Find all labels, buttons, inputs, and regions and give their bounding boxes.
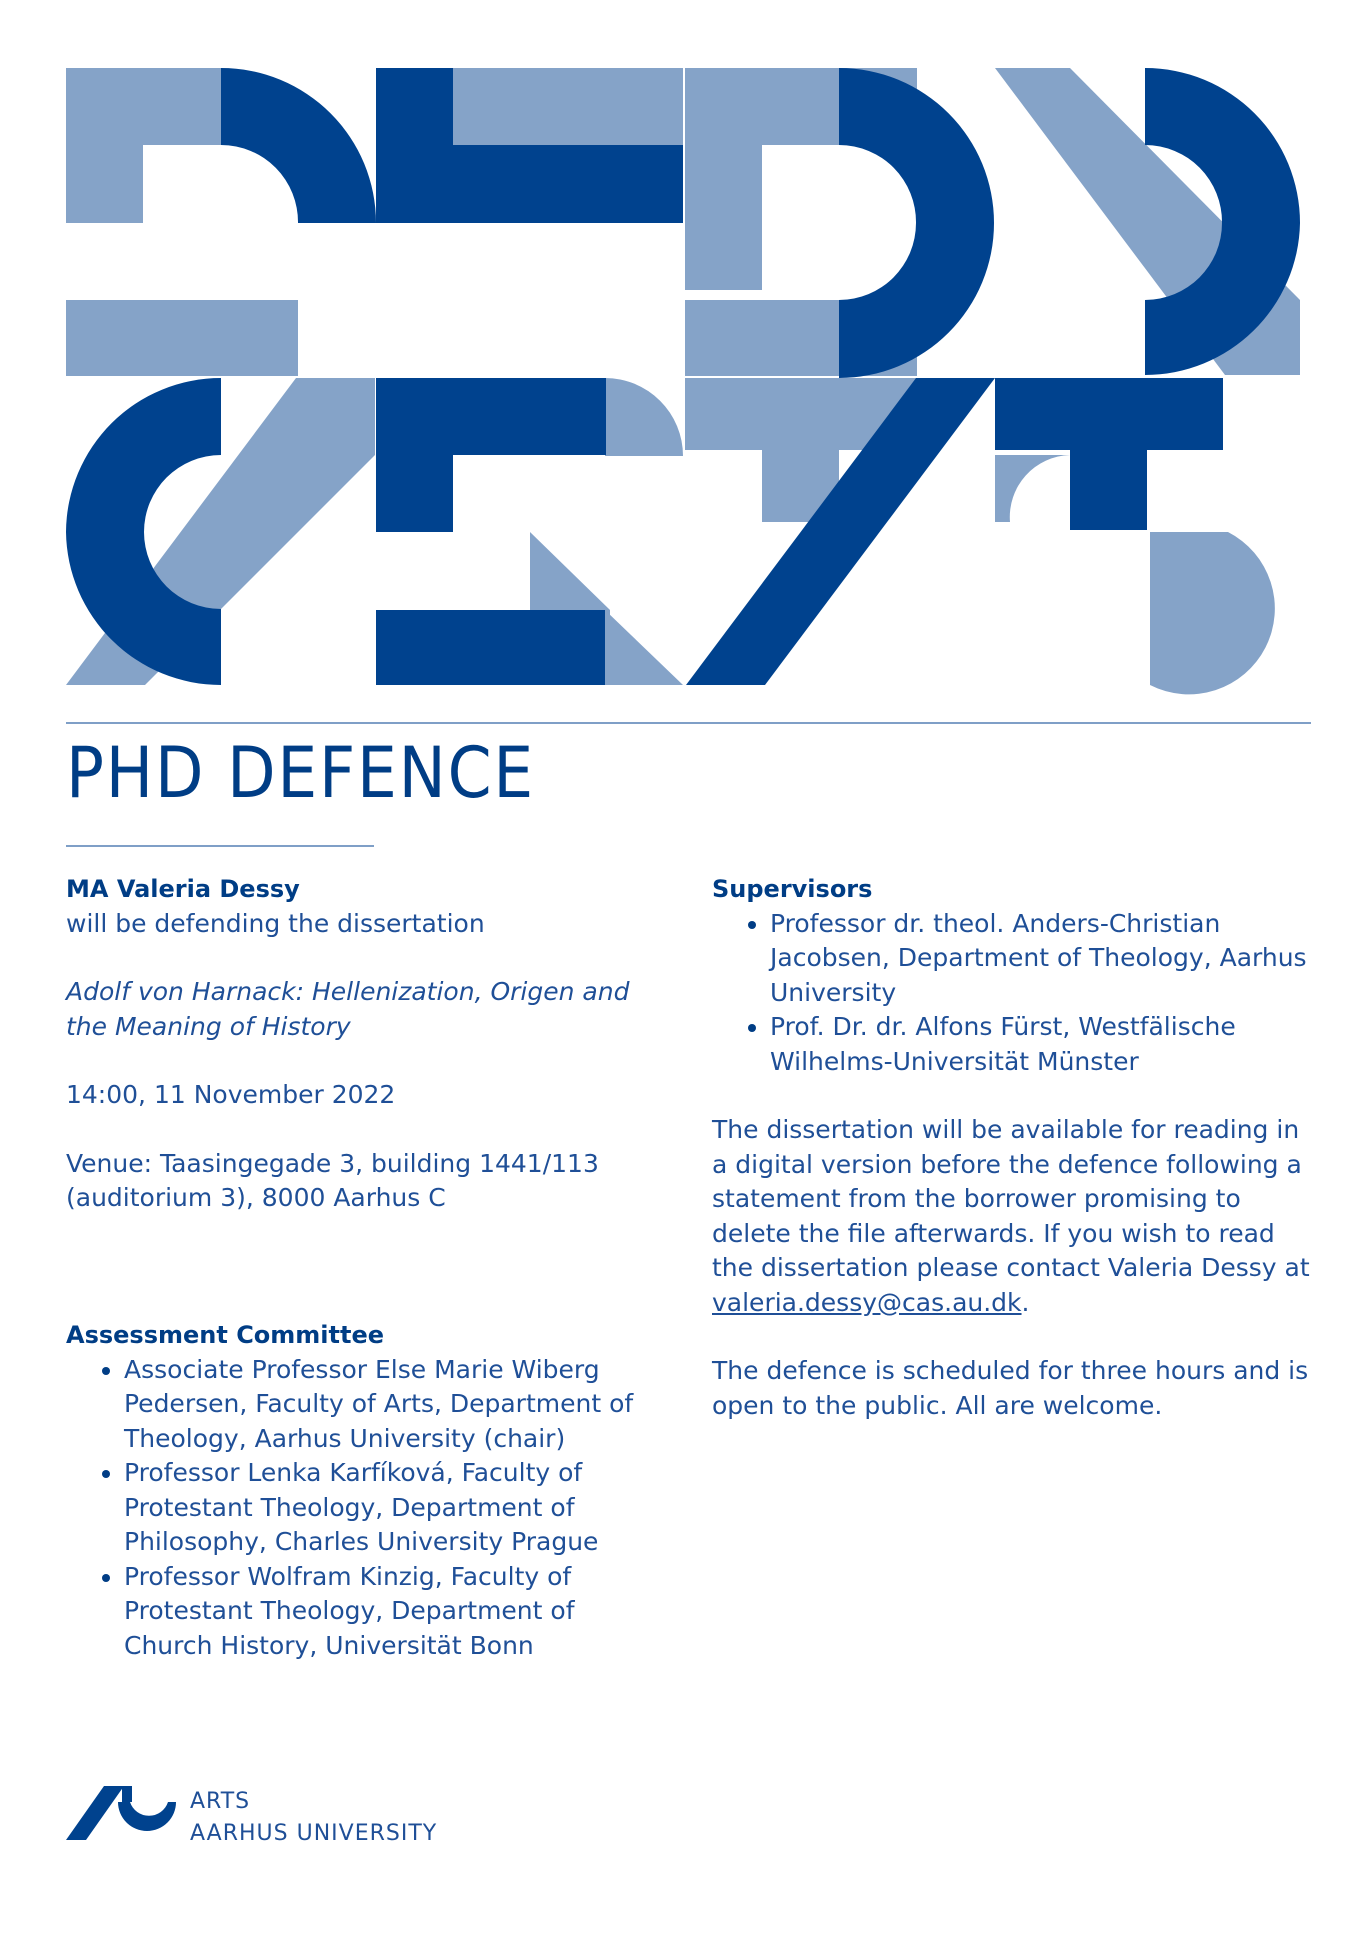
candidate-name: MA Valeria Dessy bbox=[66, 875, 300, 903]
committee-list bbox=[66, 1353, 666, 1664]
top-rule bbox=[66, 722, 1311, 724]
university-name: AARHUS UNIVERSITY bbox=[190, 1821, 438, 1846]
supervisor: • Professor dr. theol. Anders-Christian Jacobsen, Department of Theology, Aarhus University bbox=[770, 907, 1312, 1011]
schedule-note: The defence is scheduled for three hours and is open to the public. All are welcome. bbox=[712, 1356, 1309, 1420]
left-column bbox=[66, 872, 666, 1216]
decorative-pattern bbox=[0, 0, 1370, 700]
contact-email-link[interactable]: valeria.dessy@cas.au.dk bbox=[712, 1287, 1022, 1317]
dissertation-title: Adolf von Harnack: Hellenization, Origen and the Meaning of History bbox=[66, 977, 630, 1041]
right-column bbox=[712, 872, 1312, 1423]
page-title: PHD DEFENCE bbox=[66, 732, 535, 814]
venue: Venue: Taasingegade 3, building 1441/113 (auditorium 3), 8000 Aarhus C bbox=[66, 1148, 599, 1212]
footer-text bbox=[190, 1786, 437, 1850]
au-logo-icon bbox=[66, 1786, 176, 1842]
committee-heading: Assessment Committee bbox=[66, 1321, 385, 1349]
committee-section bbox=[66, 1318, 666, 1663]
title-underline bbox=[66, 845, 374, 847]
availability-text: The dissertation will be available for reading in a digital version before the defence following a statement from the borrower promising to delete the file afterwards. If you wish to read the dissertation please contact Valeria Dessy at valeria.dessy@cas.au.dk. bbox=[712, 1115, 1310, 1317]
availability-body: The dissertation will be available for reading in a digital version before the defence following a statement from the borrower promising to delete the file afterwards. If you wish to read the dissertation please contact Valeria Dessy at bbox=[712, 1115, 1310, 1282]
candidate-intro: will be defending the dissertation bbox=[66, 908, 485, 938]
defence-datetime: 14:00, 11 November 2022 bbox=[66, 1080, 396, 1109]
committee-member: • Professor Lenka Karfíková, Faculty of Protestant Theology, Department of Philosophy, Charles University Prague bbox=[124, 1456, 666, 1560]
faculty-name: ARTS bbox=[190, 1789, 251, 1814]
supervisors-heading: Supervisors bbox=[712, 875, 873, 903]
footer bbox=[66, 1786, 438, 1846]
committee-member: • Associate Professor Else Marie Wiberg Pedersen, Faculty of Arts, Department of Theology, Aarhus University (chair) bbox=[124, 1353, 666, 1457]
supervisor: • Prof. Dr. dr. Alfons Fürst, Westfälische Wilhelms-Universität Münster bbox=[770, 1010, 1312, 1079]
committee-member: • Professor Wolfram Kinzig, Faculty of Protestant Theology, Department of Church History, Universität Bonn bbox=[124, 1560, 666, 1664]
supervisors-list bbox=[712, 907, 1312, 1080]
